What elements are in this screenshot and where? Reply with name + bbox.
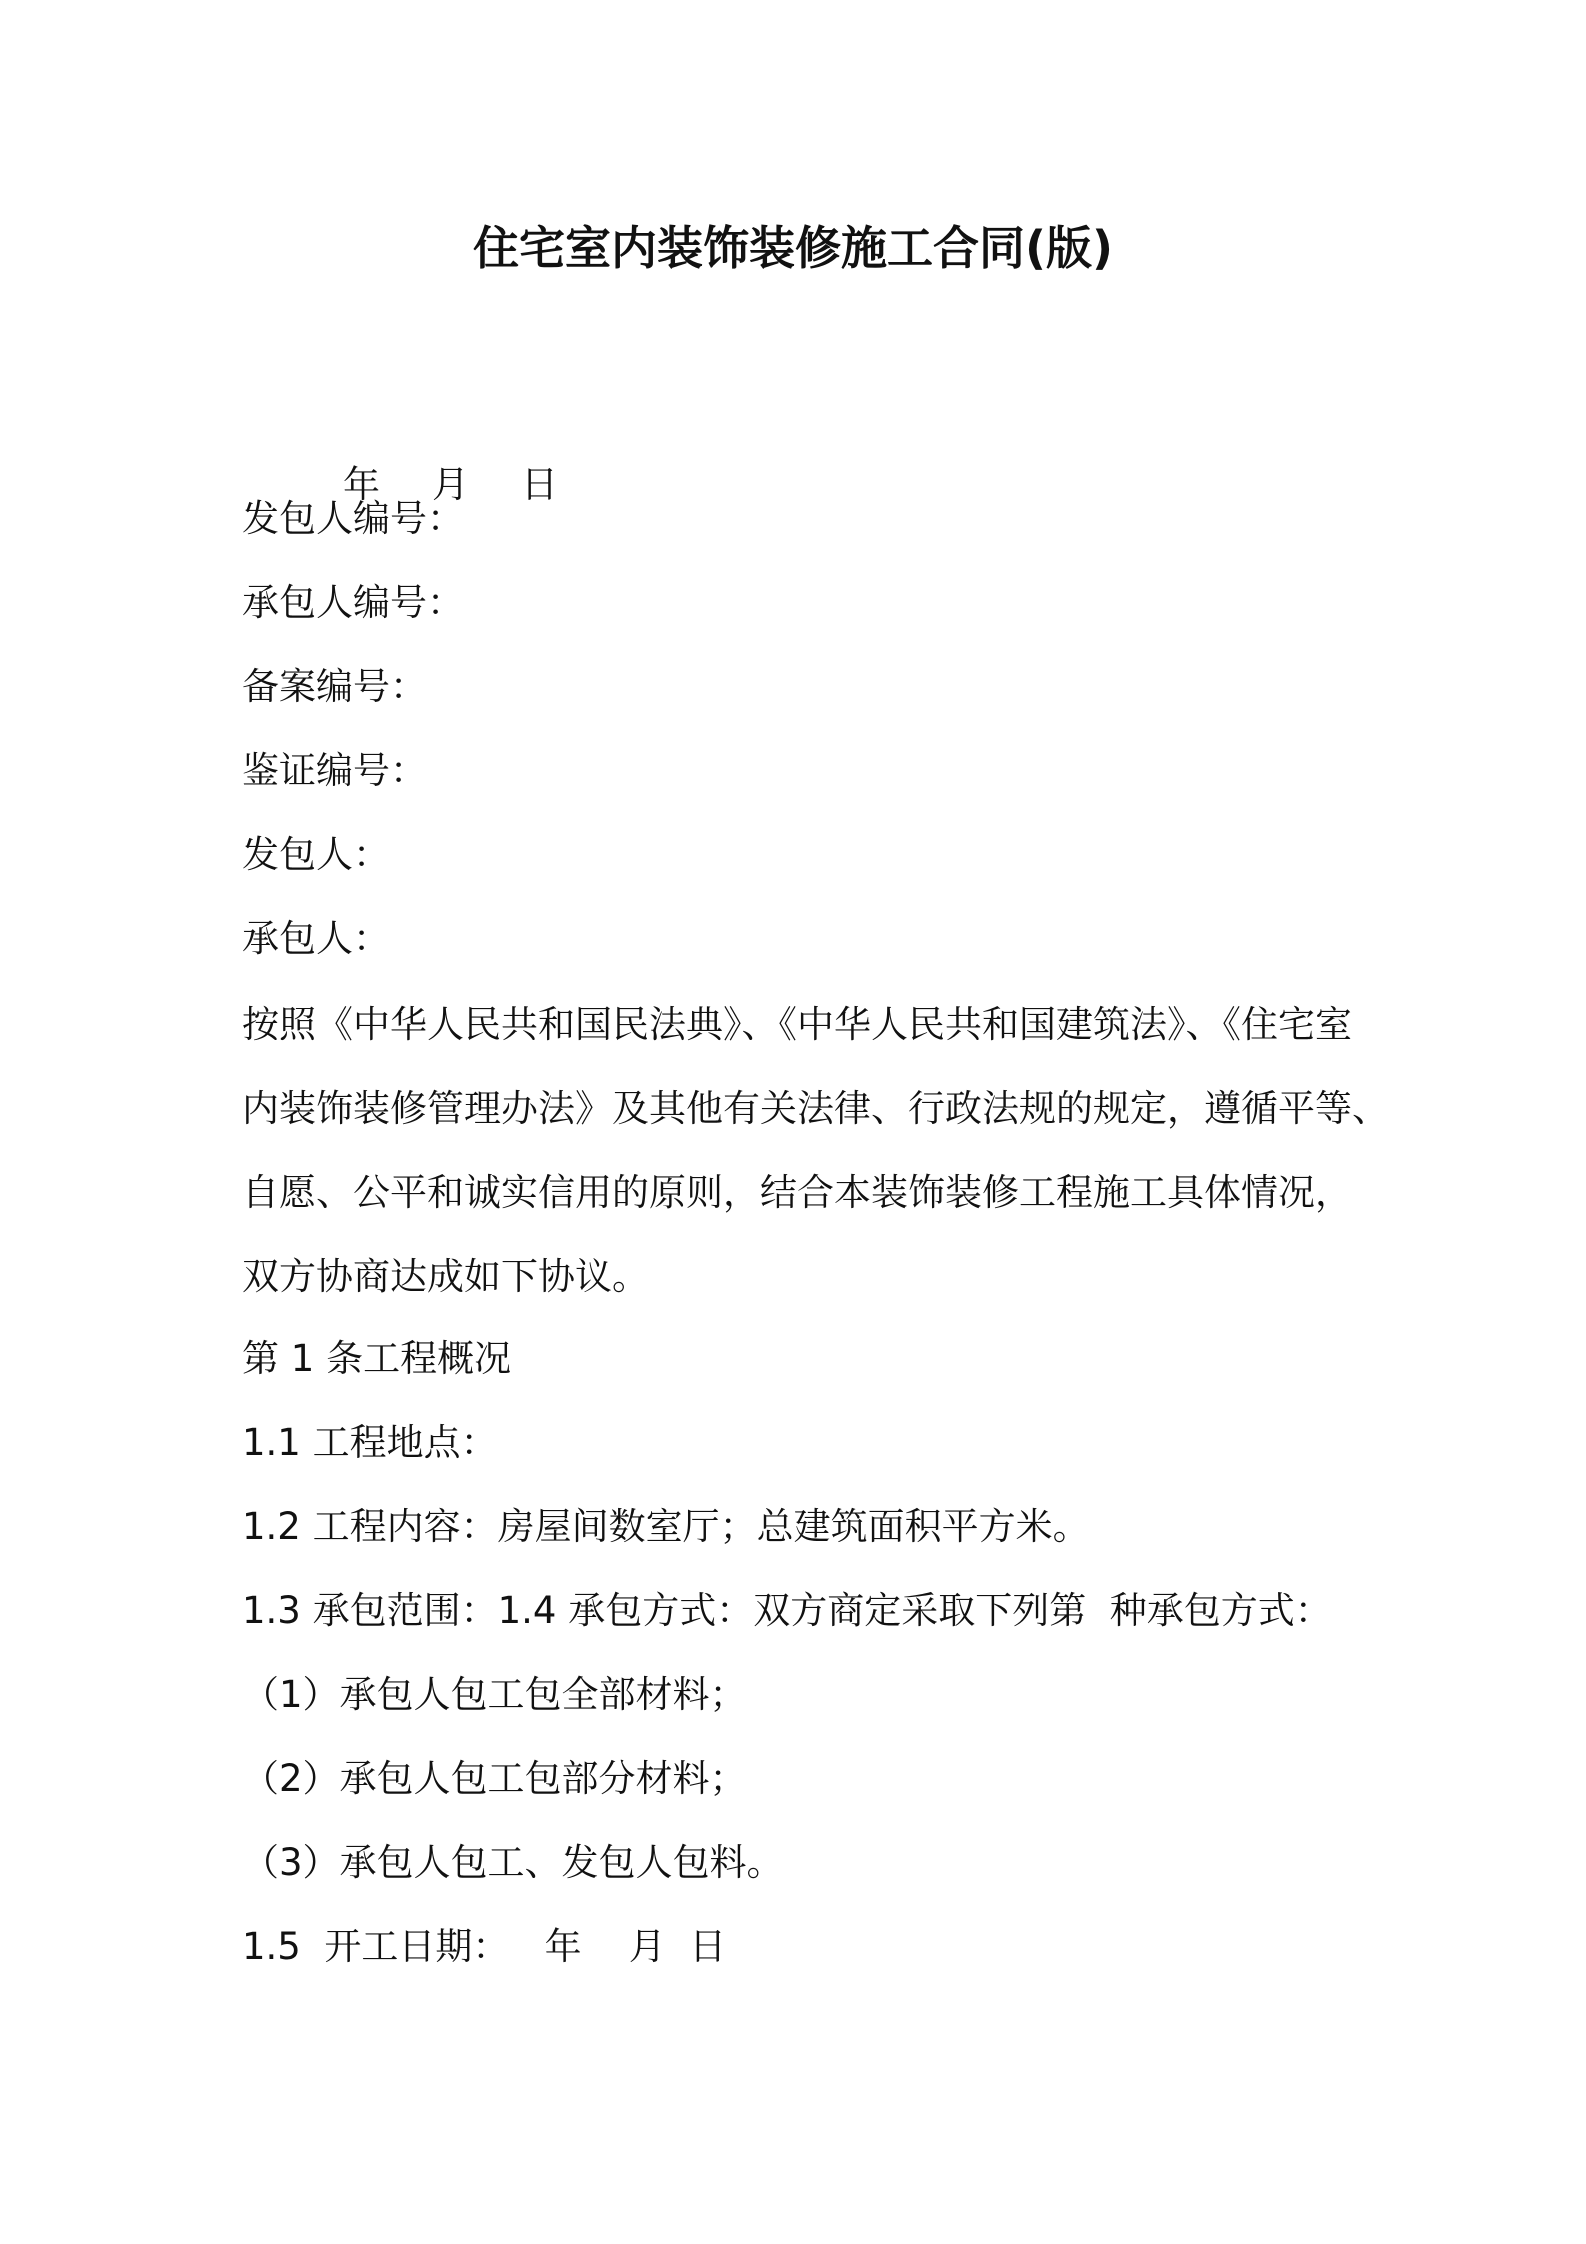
preamble-line: 自愿、公平和诚实信用的原则，结合本装饰装修工程施工具体情况， <box>242 1171 1352 1214</box>
option-1: （1）承包人包工包全部材料； <box>242 1673 747 1716</box>
item-1-3: 1.3 承包范围：1.4 承包方式：双方商定采取下列第 种承包方式： <box>242 1589 1332 1632</box>
item-1-1: 1.1 工程地点： <box>242 1421 498 1464</box>
contractor-number-label: 承包人编号： <box>242 581 464 624</box>
preamble-line: 按照《中华人民共和国民法典》、《中华人民共和国建筑法》、《住宅室 <box>242 1003 1352 1046</box>
preamble-line: 双方协商达成如下协议。 <box>242 1255 649 1298</box>
preamble-line: 内装饰装修管理办法》及其他有关法律、行政法规的规定，遵循平等、 <box>242 1087 1389 1130</box>
option-2: （2）承包人包工包部分材料； <box>242 1757 747 1800</box>
contractor-label: 承包人： <box>242 917 390 960</box>
option-3: （3）承包人包工、发包人包料。 <box>242 1841 784 1884</box>
filing-number-label: 备案编号： <box>242 665 427 708</box>
document-title: 住宅室内装饰装修施工合同(版) <box>472 221 1114 275</box>
employer-label: 发包人： <box>242 833 390 876</box>
date-month: 月 <box>432 463 470 506</box>
article-1-heading: 第 1 条工程概况 <box>242 1337 512 1380</box>
date-day: 日 <box>521 463 559 506</box>
date-year: 年 <box>343 463 381 506</box>
employer-number-label: 发包人编号： <box>242 497 464 540</box>
preamble-paragraph <box>242 983 1389 1319</box>
item-1-2: 1.2 工程内容：房屋间数室厅；总建筑面积平方米。 <box>242 1505 1090 1548</box>
verification-number-label: 鉴证编号： <box>242 749 427 792</box>
item-1-5: 1.5 开工日期： 年 月 日 <box>242 1925 727 1968</box>
